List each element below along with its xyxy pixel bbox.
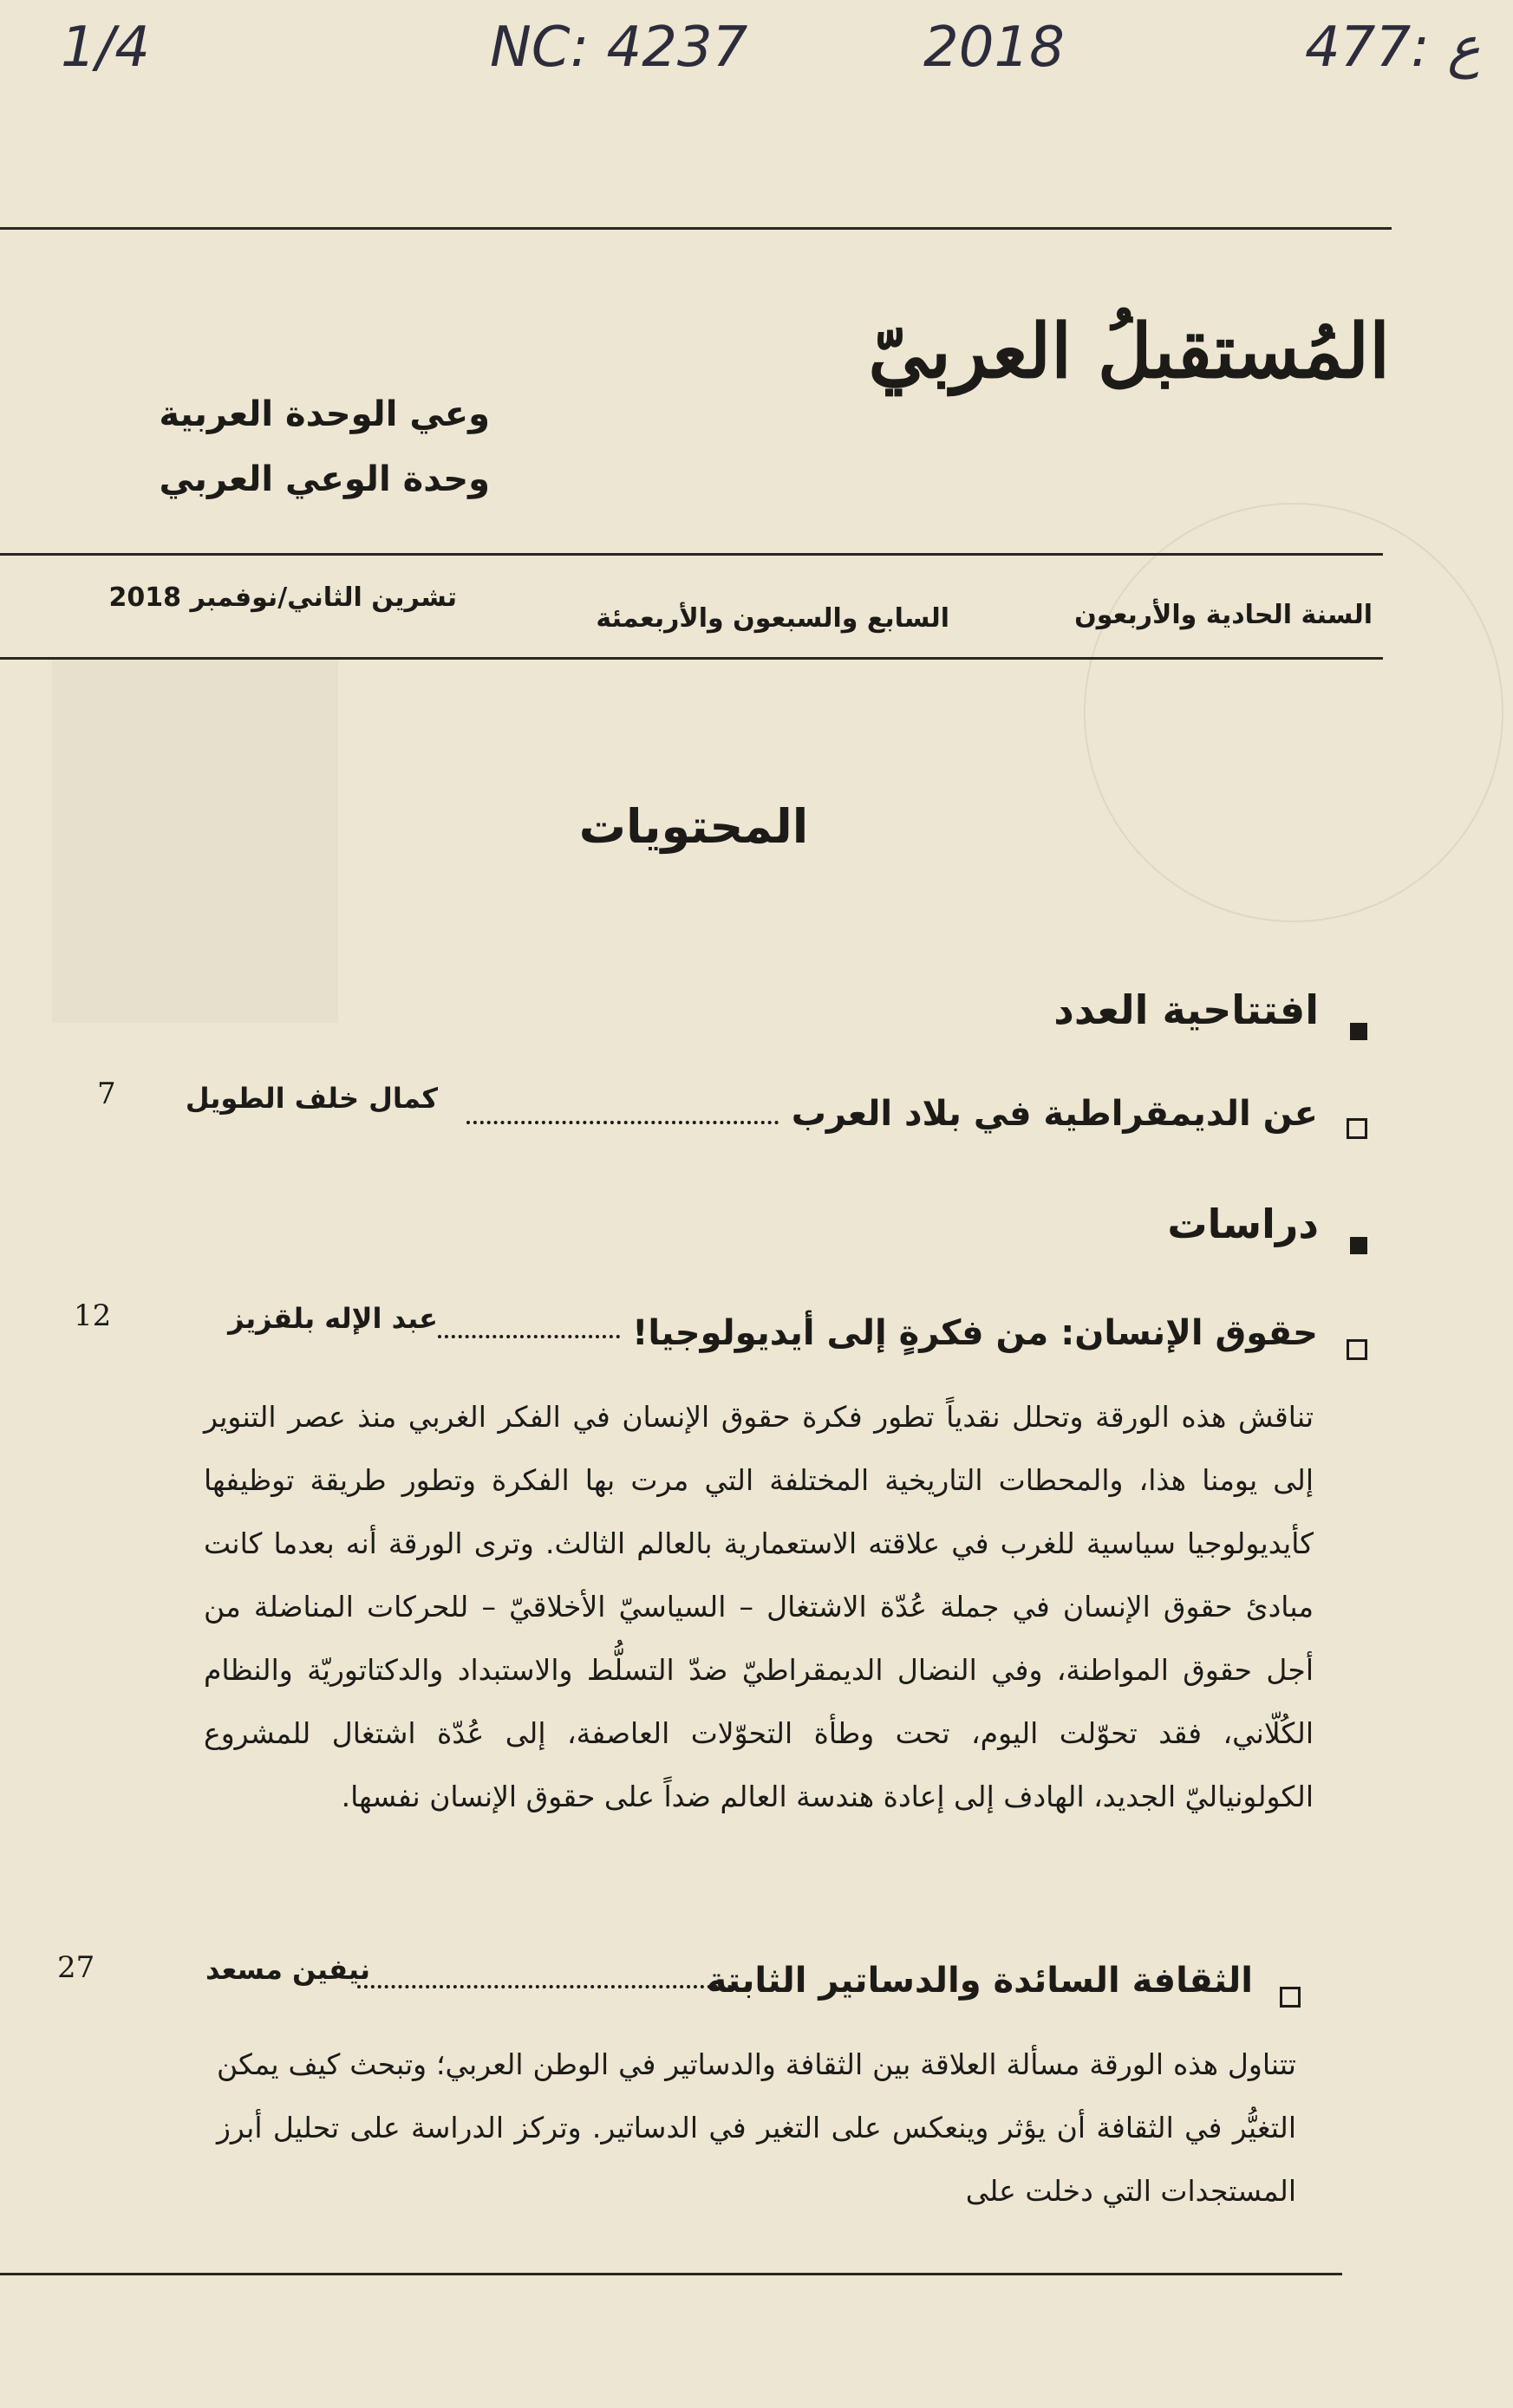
author-democracy: كمال خلف الطويل [185, 1082, 438, 1115]
author-culture: نيفين مسعد [205, 1953, 370, 1986]
page-number-democracy: 7 [97, 1077, 116, 1111]
author-human-rights: عبد الإله بلقزيز [228, 1302, 438, 1335]
section-bullet-icon [1350, 1023, 1367, 1040]
contents-heading: المحتويات [578, 799, 809, 854]
item-checkbox-icon [1280, 1987, 1301, 2008]
issue-number: السابع والسبعون والأربعمئة [596, 603, 949, 634]
leader-dots [438, 1335, 620, 1338]
leader-dots [466, 1121, 779, 1124]
slogan-line-1: وعي الوحدة العربية [159, 394, 490, 434]
page-number-culture: 27 [57, 1950, 95, 1985]
handwritten-code: 477: ع [1305, 16, 1481, 80]
section-bullet-icon [1350, 1237, 1367, 1254]
top-rule [0, 227, 1392, 230]
bottom-rule [0, 2273, 1342, 2275]
abstract-culture: تتناول هذه الورقة مسألة العلاقة بين الثقافة والدساتير في الوطن العربي؛ وتبحث كيف يمكن التغيُّر في الثقافة أن يؤثر وينعكس على التغير في الدساتير. وتركز الدراسة على تحليل أبرز المستجدات التي دخلت على [217, 2047, 1296, 2208]
section-studies: دراسات [1167, 1201, 1319, 1247]
handwritten-fraction: 1/4 [61, 16, 150, 80]
journal-title: المُستقبلُ العربيّ [868, 308, 1390, 395]
page-number-human-rights: 12 [74, 1298, 112, 1333]
abstract-human-rights: تناقش هذه الورقة وتحلل نقدياً تطور فكرة حقوق الإنسان في الفكر الغربي منذ عصر التنوير إلى يومنا هذا، والمحطات التاريخية المختلفة التي مرت بها الفكرة وتطور طريقة توظيفها كأيديولوجيا سياسية للغرب في علاقته الاستعمارية بالعالم الثالث. وترى الورقة أنه بعدما كانت مبادئ حقوق الإنسان في جملة عُدّة الاشتغال – السياسيّ الأخلاقيّ – للحركات المناضلة من أجل حقوق المواطنة، وفي النضال الديمقراطيّ ضدّ التسلُّط والاستبداد والدكتاتوريّة والنظام الكُلّاني، فقد تحوّلت اليوم، تحت وطأة التحوّلات العاصفة، إلى عُدّة اشتغال للمشروع الكولونياليّ الجديد، الهادف إلى إعادة هندسة العالم ضداً على حقوق الإنسان نفسها. [204, 1400, 1314, 1813]
section-editorial: افتتاحية العدد [1053, 986, 1319, 1033]
issue-date: تشرين الثاني/نوفمبر 2018 [108, 582, 457, 613]
handwritten-nc-number: NC: 4237 [490, 16, 748, 80]
issue-rule-bottom [0, 657, 1383, 660]
show-through-stamp [1084, 503, 1503, 922]
item-checkbox-icon [1347, 1118, 1367, 1139]
issue-rule-top [0, 553, 1383, 556]
item-title-human-rights[interactable]: حقوق الإنسان: من فكرةٍ إلى أيديولوجيا! [632, 1313, 1318, 1353]
item-title-culture[interactable]: الثقافة السائدة والدساتير الثابتة [706, 1961, 1253, 2001]
item-checkbox-icon [1347, 1339, 1367, 1360]
handwritten-year: 2018 [923, 16, 1065, 80]
item-title-democracy[interactable]: عن الديمقراطية في بلاد العرب [791, 1094, 1318, 1134]
leader-dots [357, 1985, 739, 1988]
slogan-line-2: وحدة الوعي العربي [159, 459, 490, 499]
issue-year: السنة الحادية والأربعون [1074, 600, 1373, 630]
